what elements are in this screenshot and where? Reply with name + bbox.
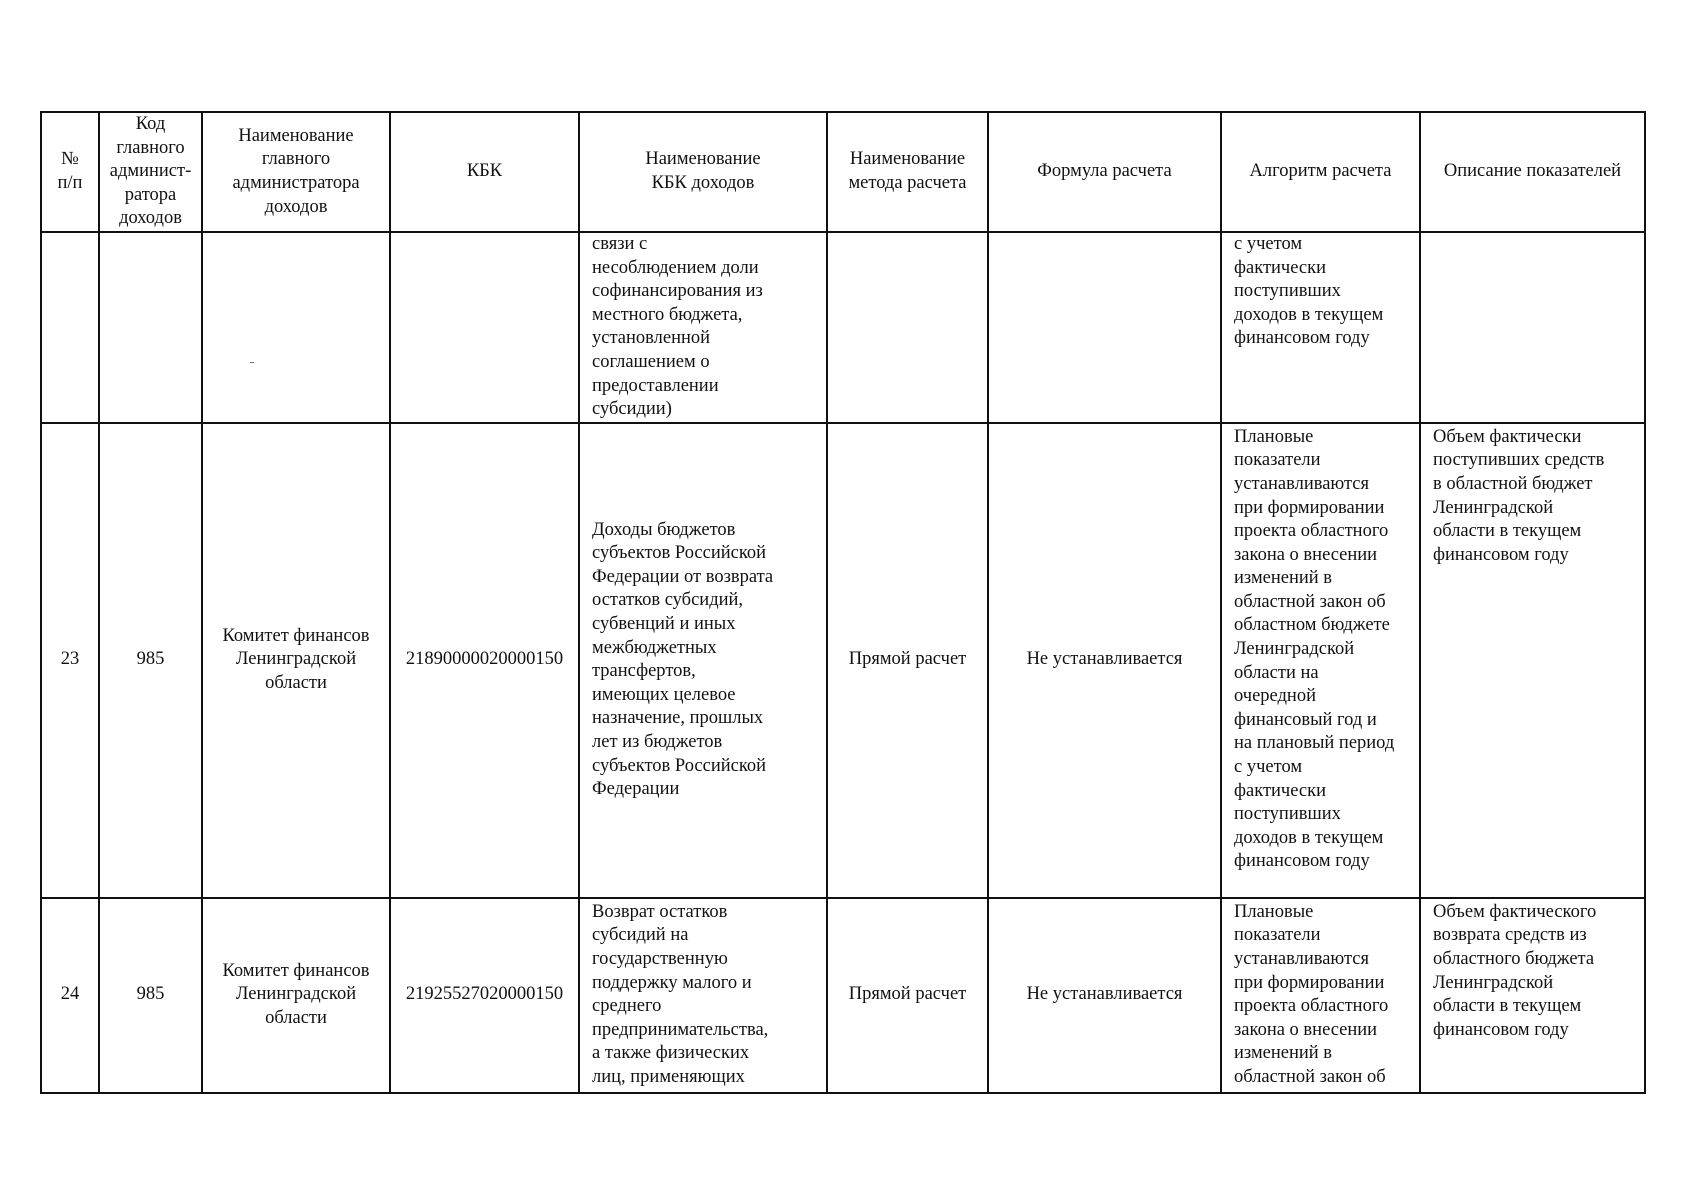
cell-description	[1420, 898, 1645, 1093]
scan-speck	[250, 362, 254, 363]
cell-num	[41, 423, 99, 898]
cell-description-text: Объем фактического возврата средств из областного бюджета Ленинградской области в текущем финансовом году	[1433, 901, 1597, 1040]
cell-formula-text: Не устанавливается	[1026, 649, 1183, 670]
cell-algorithm-text: с учетом фактически поступивших доходов в текущем финансовом году	[1234, 233, 1384, 349]
header-kbk-name	[579, 112, 827, 232]
table-row	[41, 423, 1645, 898]
cell-kbk	[390, 898, 579, 1093]
table-header-row	[41, 112, 1645, 232]
cell-algorithm	[1221, 423, 1420, 898]
header-description-label: Описание показателей	[1443, 161, 1622, 182]
cell-num	[41, 232, 99, 423]
cell-kbk	[390, 232, 579, 423]
header-formula	[988, 112, 1221, 232]
header-algorithm-label: Алгоритм расчета	[1249, 161, 1392, 182]
cell-admin-name-text: Комитет финансов Ленинградской области	[222, 960, 370, 1029]
cell-method	[827, 423, 988, 898]
revenue-calculation-table	[40, 111, 1646, 1094]
cell-admin-name-text: Комитет финансов Ленинградской области	[222, 625, 370, 694]
cell-description	[1420, 423, 1645, 898]
cell-num	[41, 898, 99, 1093]
cell-kbk-name	[579, 898, 827, 1093]
cell-method	[827, 898, 988, 1093]
table-row-continuation	[41, 232, 1645, 423]
cell-num-text: 23	[60, 649, 80, 670]
table-row	[41, 898, 1645, 1093]
cell-num-text: 24	[60, 984, 80, 1005]
cell-description	[1420, 232, 1645, 423]
cell-admin-code-text: 985	[136, 649, 165, 670]
cell-kbk-text: 21890000020000150	[405, 649, 564, 670]
cell-kbk	[390, 423, 579, 898]
cell-formula	[988, 232, 1221, 423]
cell-formula	[988, 423, 1221, 898]
cell-formula-text: Не устанавливается	[1026, 984, 1183, 1005]
header-num-label: № п/п	[57, 149, 83, 193]
cell-kbk-name-text: связи с несоблюдением доли софинансирования из местного бюджета, установленной соглашением о предоставлении субсидии)	[592, 233, 763, 420]
header-kbk-name-label: Наименование КБК доходов	[645, 149, 761, 193]
cell-admin-name	[202, 232, 390, 423]
cell-method-text: Прямой расчет	[848, 984, 967, 1005]
header-formula-label: Формула расчета	[1037, 161, 1172, 182]
cell-admin-code	[99, 898, 202, 1093]
cell-description-text: Объем фактически поступивших средств в областной бюджет Ленинградской области в текущем финансовом году	[1433, 426, 1605, 565]
cell-method-text: Прямой расчет	[848, 649, 967, 670]
header-algorithm	[1221, 112, 1420, 232]
cell-formula	[988, 898, 1221, 1093]
header-method-label: Наименование метода расчета	[848, 149, 967, 193]
header-admin-name	[202, 112, 390, 232]
cell-admin-code	[99, 423, 202, 898]
header-admin-code	[99, 112, 202, 232]
cell-algorithm-text: Плановые показатели устанавливаются при формировании проекта областного закона о внесении изменений в областной закон об	[1234, 901, 1389, 1087]
header-kbk	[390, 112, 579, 232]
cell-algorithm	[1221, 898, 1420, 1093]
header-description	[1420, 112, 1645, 232]
cell-admin-code	[99, 232, 202, 423]
cell-method	[827, 232, 988, 423]
cell-admin-name	[202, 423, 390, 898]
header-admin-name-label: Наименование главного администратора доходов	[232, 125, 360, 217]
cell-kbk-name-text: Доходы бюджетов субъектов Российской Федерации от возврата остатков субсидий, субвенций и иных межбюджетных трансфертов, имеющих целевое назначение, прошлых лет из бюджетов субъектов Российской Федерации	[592, 519, 774, 800]
header-kbk-label: КБК	[466, 161, 503, 182]
cell-algorithm	[1221, 232, 1420, 423]
header-num	[41, 112, 99, 232]
cell-algorithm-text: Плановые показатели устанавливаются при формировании проекта областного закона о внесении изменений в областной закон об областном бюджете Ленинградской области на очередной финансовый год и на плановый период с учетом фактически поступивших доходов в текущем финансовом году	[1234, 426, 1395, 872]
cell-kbk-name	[579, 232, 827, 423]
cell-kbk-name	[579, 423, 827, 898]
cell-admin-name	[202, 898, 390, 1093]
cell-kbk-text: 21925527020000150	[405, 984, 564, 1005]
cell-kbk-name-text: Возврат остатков субсидий на государственную поддержку малого и среднего предпринимательства, а также физических лиц, применяющих	[592, 901, 769, 1087]
header-admin-code-label: Код главного админист- ратора доходов	[109, 114, 192, 229]
header-method	[827, 112, 988, 232]
cell-admin-code-text: 985	[136, 984, 165, 1005]
